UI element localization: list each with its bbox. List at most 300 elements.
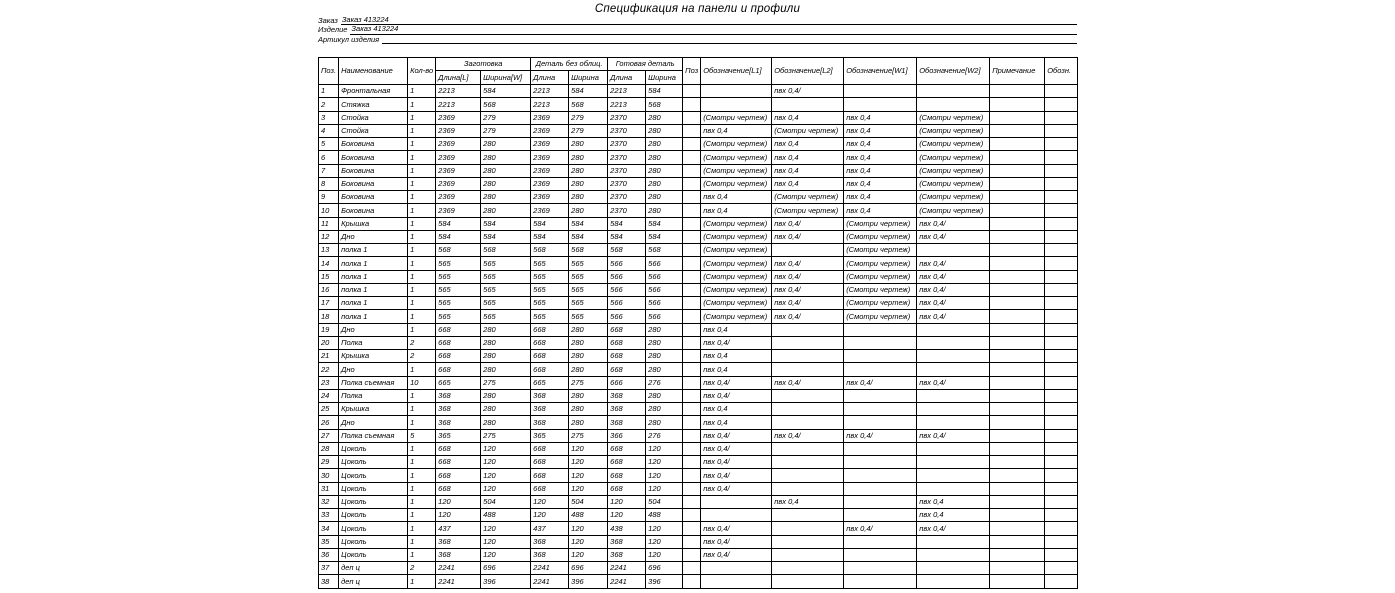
cell-l2: пвх 0,4 [772, 164, 844, 177]
cell-mark [1045, 283, 1078, 296]
cell-blank_len: 565 [436, 310, 481, 323]
cell-qty: 1 [408, 363, 436, 376]
cell-w2 [917, 535, 990, 548]
cell-l1 [701, 98, 772, 111]
cell-w1 [844, 336, 917, 349]
cell-part_wid: 120 [569, 456, 608, 469]
cell-l2 [772, 389, 844, 402]
cell-pos: 4 [319, 124, 339, 137]
cell-blank_wid: 504 [481, 495, 531, 508]
cell-qty: 2 [408, 562, 436, 575]
col-header-qty: Кол-во [408, 58, 436, 85]
order-line [318, 16, 1077, 25]
cell-w2: пвх 0,4/ [917, 230, 990, 243]
cell-mark [1045, 350, 1078, 363]
cell-blank_len: 668 [436, 350, 481, 363]
cell-qty: 1 [408, 469, 436, 482]
cell-pos: 1 [319, 85, 339, 98]
cell-qty: 1 [408, 217, 436, 230]
cell-qty: 1 [408, 522, 436, 535]
cell-mark [1045, 429, 1078, 442]
cell-l1: (Смотри чертеж) [701, 257, 772, 270]
cell-qty: 1 [408, 310, 436, 323]
cell-l2 [772, 403, 844, 416]
cell-ready_wid: 120 [646, 482, 683, 495]
cell-ready_len: 2370 [608, 124, 646, 137]
cell-ready_len: 2370 [608, 138, 646, 151]
cell-qty: 1 [408, 230, 436, 243]
cell-name: Крышка [339, 403, 408, 416]
cell-qty: 1 [408, 257, 436, 270]
cell-part_len: 668 [531, 456, 569, 469]
cell-part_wid: 396 [569, 575, 608, 588]
cell-l2: пвх 0,4 [772, 177, 844, 190]
cell-l2 [772, 336, 844, 349]
cell-note [990, 270, 1045, 283]
cell-note [990, 363, 1045, 376]
cell-note [990, 456, 1045, 469]
cell-w2: (Смотри чертеж) [917, 164, 990, 177]
cell-part_len: 668 [531, 363, 569, 376]
cell-w2: пвх 0,4/ [917, 310, 990, 323]
cell-pos: 24 [319, 389, 339, 402]
cell-pos: 2 [319, 98, 339, 111]
cell-name: Дно [339, 323, 408, 336]
cell-w1: (Смотри чертеж) [844, 244, 917, 257]
cell-ready_len: 2213 [608, 85, 646, 98]
cell-blank_wid: 280 [481, 403, 531, 416]
cell-w2 [917, 336, 990, 349]
cell-pos2 [683, 191, 701, 204]
cell-part_wid: 280 [569, 204, 608, 217]
cell-part_wid: 120 [569, 442, 608, 455]
cell-l2 [772, 323, 844, 336]
cell-ready_len: 666 [608, 376, 646, 389]
cell-w1: пвх 0,4/ [844, 429, 917, 442]
cell-pos2 [683, 575, 701, 588]
order-value-field [341, 16, 1077, 26]
cell-blank_len: 568 [436, 244, 481, 257]
cell-part_wid: 279 [569, 111, 608, 124]
cell-note [990, 442, 1045, 455]
cell-w1 [844, 509, 917, 522]
cell-w1: пвх 0,4 [844, 191, 917, 204]
cell-ready_len: 2213 [608, 98, 646, 111]
cell-qty: 1 [408, 283, 436, 296]
cell-mark [1045, 257, 1078, 270]
cell-ready_wid: 566 [646, 310, 683, 323]
cell-mark [1045, 416, 1078, 429]
article-value-field [382, 43, 1077, 44]
cell-pos2 [683, 124, 701, 137]
cell-l1: (Смотри чертеж) [701, 270, 772, 283]
cell-note [990, 191, 1045, 204]
cell-part_len: 2369 [531, 164, 569, 177]
cell-blank_wid: 565 [481, 310, 531, 323]
cell-part_len: 668 [531, 336, 569, 349]
cell-blank_wid: 280 [481, 416, 531, 429]
cell-qty: 5 [408, 429, 436, 442]
cell-pos: 22 [319, 363, 339, 376]
cell-w1 [844, 548, 917, 561]
cell-part_wid: 120 [569, 469, 608, 482]
cell-mark [1045, 509, 1078, 522]
cell-pos: 6 [319, 151, 339, 164]
cell-note [990, 509, 1045, 522]
cell-pos2 [683, 442, 701, 455]
cell-note [990, 151, 1045, 164]
cell-blank_len: 368 [436, 389, 481, 402]
cell-pos: 19 [319, 323, 339, 336]
cell-blank_len: 2369 [436, 151, 481, 164]
cell-blank_len: 2369 [436, 204, 481, 217]
cell-blank_wid: 280 [481, 204, 531, 217]
cell-pos: 9 [319, 191, 339, 204]
cell-part_wid: 565 [569, 310, 608, 323]
table-row [319, 389, 1078, 402]
cell-qty: 1 [408, 323, 436, 336]
cell-mark [1045, 138, 1078, 151]
cell-w1 [844, 350, 917, 363]
cell-ready_wid: 120 [646, 456, 683, 469]
cell-qty: 1 [408, 177, 436, 190]
cell-note [990, 297, 1045, 310]
cell-ready_wid: 280 [646, 138, 683, 151]
cell-mark [1045, 151, 1078, 164]
cell-blank_wid: 280 [481, 191, 531, 204]
cell-w2 [917, 244, 990, 257]
cell-w1: (Смотри чертеж) [844, 310, 917, 323]
cell-note [990, 336, 1045, 349]
table-row [319, 535, 1078, 548]
spec-table-body [319, 85, 1078, 589]
cell-l2: пвх 0,4/ [772, 283, 844, 296]
cell-name: Цоколь [339, 522, 408, 535]
cell-part_len: 668 [531, 482, 569, 495]
col-header-ready-len: Длина [608, 71, 646, 85]
cell-mark [1045, 177, 1078, 190]
cell-pos2 [683, 535, 701, 548]
cell-pos: 11 [319, 217, 339, 230]
cell-pos: 17 [319, 297, 339, 310]
cell-l2: пвх 0,4 [772, 138, 844, 151]
cell-ready_len: 2370 [608, 164, 646, 177]
cell-l1: (Смотри чертеж) [701, 164, 772, 177]
cell-qty: 1 [408, 509, 436, 522]
cell-w1 [844, 535, 917, 548]
cell-w1: (Смотри чертеж) [844, 217, 917, 230]
cell-name: полка 1 [339, 283, 408, 296]
cell-ready_len: 366 [608, 429, 646, 442]
cell-l1 [701, 509, 772, 522]
cell-ready_wid: 568 [646, 244, 683, 257]
cell-mark [1045, 98, 1078, 111]
col-group-ready: Готовая деталь [608, 58, 683, 71]
cell-mark [1045, 164, 1078, 177]
cell-name: Боковина [339, 204, 408, 217]
cell-qty: 1 [408, 535, 436, 548]
cell-blank_wid: 584 [481, 230, 531, 243]
cell-w2: пвх 0,4/ [917, 217, 990, 230]
cell-mark [1045, 310, 1078, 323]
cell-note [990, 389, 1045, 402]
cell-w2 [917, 469, 990, 482]
cell-l1: пвх 0,4/ [701, 389, 772, 402]
cell-ready_len: 668 [608, 469, 646, 482]
cell-part_len: 565 [531, 270, 569, 283]
cell-part_len: 368 [531, 389, 569, 402]
cell-w2: (Смотри чертеж) [917, 124, 990, 137]
cell-w1: пвх 0,4 [844, 138, 917, 151]
cell-w1: пвх 0,4 [844, 124, 917, 137]
cell-pos2 [683, 151, 701, 164]
table-row [319, 323, 1078, 336]
cell-name: Полка [339, 389, 408, 402]
cell-pos2 [683, 230, 701, 243]
col-header-part-wid: Ширина [569, 71, 608, 85]
cell-pos: 35 [319, 535, 339, 548]
cell-pos: 33 [319, 509, 339, 522]
cell-mark [1045, 191, 1078, 204]
cell-l1: (Смотри чертеж) [701, 283, 772, 296]
cell-w2: пвх 0,4/ [917, 270, 990, 283]
cell-ready_len: 668 [608, 482, 646, 495]
cell-part_wid: 120 [569, 548, 608, 561]
cell-blank_wid: 565 [481, 270, 531, 283]
cell-l2 [772, 363, 844, 376]
cell-pos: 31 [319, 482, 339, 495]
cell-name: Стяжка [339, 98, 408, 111]
cell-ready_len: 668 [608, 456, 646, 469]
cell-part_wid: 280 [569, 389, 608, 402]
cell-w1 [844, 562, 917, 575]
cell-part_len: 365 [531, 429, 569, 442]
cell-ready_wid: 120 [646, 548, 683, 561]
cell-ready_wid: 568 [646, 98, 683, 111]
cell-note [990, 416, 1045, 429]
order-info-block [318, 16, 1077, 44]
cell-part_wid: 280 [569, 363, 608, 376]
table-row [319, 124, 1078, 137]
cell-blank_wid: 696 [481, 562, 531, 575]
table-row [319, 257, 1078, 270]
cell-name: полка 1 [339, 257, 408, 270]
cell-w1: пвх 0,4 [844, 164, 917, 177]
cell-l2 [772, 482, 844, 495]
cell-blank_len: 565 [436, 283, 481, 296]
table-row [319, 482, 1078, 495]
cell-w2: (Смотри чертеж) [917, 177, 990, 190]
cell-note [990, 495, 1045, 508]
cell-w2: пвх 0,4/ [917, 522, 990, 535]
cell-part_len: 668 [531, 323, 569, 336]
cell-ready_wid: 280 [646, 177, 683, 190]
cell-part_len: 2369 [531, 204, 569, 217]
cell-blank_wid: 565 [481, 283, 531, 296]
cell-name: Боковина [339, 177, 408, 190]
table-row [319, 85, 1078, 98]
table-row [319, 442, 1078, 455]
cell-pos: 30 [319, 469, 339, 482]
cell-note [990, 164, 1045, 177]
cell-l2 [772, 548, 844, 561]
cell-blank_wid: 120 [481, 535, 531, 548]
cell-w1: (Смотри чертеж) [844, 230, 917, 243]
cell-name: Фронтальная [339, 85, 408, 98]
cell-pos: 23 [319, 376, 339, 389]
cell-ready_wid: 566 [646, 257, 683, 270]
cell-w1 [844, 416, 917, 429]
cell-pos2 [683, 522, 701, 535]
article-line [318, 35, 1077, 44]
cell-ready_len: 2370 [608, 204, 646, 217]
cell-l2: пвх 0,4/ [772, 85, 844, 98]
table-row [319, 204, 1078, 217]
cell-blank_wid: 396 [481, 575, 531, 588]
cell-pos2 [683, 310, 701, 323]
cell-note [990, 111, 1045, 124]
cell-note [990, 403, 1045, 416]
cell-pos2 [683, 416, 701, 429]
cell-qty: 1 [408, 191, 436, 204]
cell-part_len: 665 [531, 376, 569, 389]
cell-qty: 1 [408, 111, 436, 124]
cell-blank_wid: 280 [481, 389, 531, 402]
cell-qty: 1 [408, 124, 436, 137]
cell-blank_len: 368 [436, 548, 481, 561]
cell-qty: 1 [408, 403, 436, 416]
cell-l1: пвх 0,4/ [701, 548, 772, 561]
cell-part_wid: 565 [569, 283, 608, 296]
cell-l1 [701, 575, 772, 588]
cell-name: Боковина [339, 191, 408, 204]
cell-blank_len: 120 [436, 495, 481, 508]
table-row [319, 403, 1078, 416]
cell-name: Цоколь [339, 469, 408, 482]
table-row [319, 310, 1078, 323]
cell-blank_len: 368 [436, 416, 481, 429]
cell-l1: пвх 0,4/ [701, 535, 772, 548]
cell-ready_len: 368 [608, 403, 646, 416]
table-row [319, 151, 1078, 164]
cell-part_wid: 280 [569, 416, 608, 429]
cell-name: деп ц [339, 562, 408, 575]
cell-pos: 29 [319, 456, 339, 469]
cell-part_len: 2369 [531, 111, 569, 124]
cell-w2 [917, 548, 990, 561]
cell-mark [1045, 230, 1078, 243]
cell-blank_wid: 280 [481, 138, 531, 151]
cell-part_len: 568 [531, 244, 569, 257]
cell-blank_wid: 565 [481, 257, 531, 270]
cell-part_len: 668 [531, 469, 569, 482]
cell-qty: 1 [408, 204, 436, 217]
cell-ready_wid: 120 [646, 469, 683, 482]
cell-w1 [844, 363, 917, 376]
cell-name: Боковина [339, 138, 408, 151]
cell-mark [1045, 482, 1078, 495]
cell-l2 [772, 456, 844, 469]
cell-w2: (Смотри чертеж) [917, 204, 990, 217]
cell-part_wid: 584 [569, 217, 608, 230]
cell-ready_wid: 696 [646, 562, 683, 575]
cell-part_wid: 279 [569, 124, 608, 137]
cell-part_len: 2213 [531, 98, 569, 111]
table-row [319, 575, 1078, 588]
table-row [319, 562, 1078, 575]
cell-pos: 20 [319, 336, 339, 349]
cell-note [990, 217, 1045, 230]
cell-name: Крышка [339, 217, 408, 230]
cell-l2: пвх 0,4/ [772, 310, 844, 323]
cell-w2: пвх 0,4/ [917, 257, 990, 270]
table-row [319, 522, 1078, 535]
cell-ready_len: 584 [608, 217, 646, 230]
cell-ready_wid: 280 [646, 151, 683, 164]
cell-part_wid: 120 [569, 535, 608, 548]
cell-part_wid: 280 [569, 350, 608, 363]
cell-blank_len: 668 [436, 469, 481, 482]
cell-name: Полка [339, 336, 408, 349]
cell-ready_wid: 280 [646, 389, 683, 402]
cell-ready_len: 2241 [608, 575, 646, 588]
cell-pos2 [683, 403, 701, 416]
cell-name: Боковина [339, 151, 408, 164]
cell-l1: пвх 0,4/ [701, 522, 772, 535]
cell-blank_wid: 280 [481, 151, 531, 164]
cell-part_len: 565 [531, 257, 569, 270]
cell-l1: пвх 0,4/ [701, 336, 772, 349]
cell-l2 [772, 416, 844, 429]
cell-pos2 [683, 85, 701, 98]
table-row [319, 191, 1078, 204]
cell-part_wid: 565 [569, 297, 608, 310]
cell-w2: пвх 0,4/ [917, 283, 990, 296]
cell-w2 [917, 323, 990, 336]
product-label: Изделие [318, 25, 348, 35]
cell-ready_len: 368 [608, 416, 646, 429]
cell-w2: пвх 0,4 [917, 495, 990, 508]
cell-mark [1045, 244, 1078, 257]
cell-blank_len: 668 [436, 482, 481, 495]
cell-ready_wid: 584 [646, 230, 683, 243]
cell-qty: 1 [408, 151, 436, 164]
cell-ready_len: 2241 [608, 562, 646, 575]
cell-pos2 [683, 509, 701, 522]
cell-pos: 5 [319, 138, 339, 151]
cell-w2 [917, 416, 990, 429]
cell-part_len: 2241 [531, 562, 569, 575]
cell-qty: 10 [408, 376, 436, 389]
cell-qty: 1 [408, 389, 436, 402]
cell-part_len: 437 [531, 522, 569, 535]
cell-l2: (Смотри чертеж) [772, 191, 844, 204]
cell-pos2 [683, 376, 701, 389]
cell-blank_wid: 120 [481, 442, 531, 455]
cell-w2: (Смотри чертеж) [917, 151, 990, 164]
cell-pos2 [683, 297, 701, 310]
cell-pos2 [683, 482, 701, 495]
cell-w1 [844, 456, 917, 469]
cell-ready_wid: 280 [646, 204, 683, 217]
cell-w2: (Смотри чертеж) [917, 138, 990, 151]
col-header-pos: Поз. [319, 58, 339, 85]
cell-ready_wid: 504 [646, 495, 683, 508]
cell-ready_wid: 280 [646, 403, 683, 416]
cell-l2 [772, 509, 844, 522]
cell-ready_wid: 396 [646, 575, 683, 588]
table-row [319, 495, 1078, 508]
